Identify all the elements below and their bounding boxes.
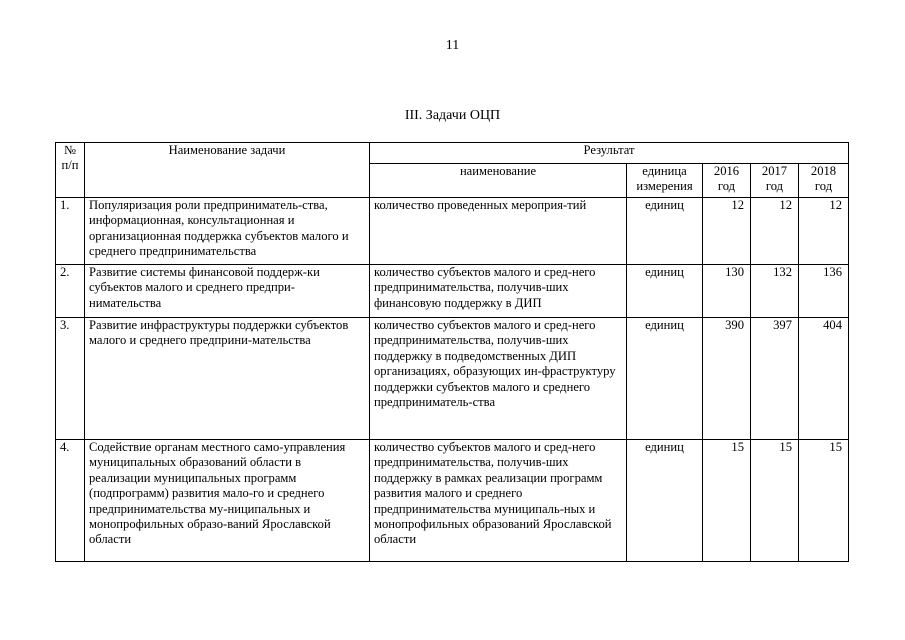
row-number: 2.: [56, 265, 85, 318]
table-row: [56, 265, 849, 318]
value-2017: 132: [751, 265, 799, 318]
header-year-2017: 2017 год: [751, 164, 799, 198]
value-2018: 404: [799, 318, 849, 440]
value-2016: 15: [703, 440, 751, 562]
unit: единиц: [627, 318, 703, 440]
value-2017: 397: [751, 318, 799, 440]
indicator-name: количество проведенных мероприя-тий: [370, 198, 627, 265]
value-2018: 136: [799, 265, 849, 318]
tasks-table: [55, 142, 849, 562]
task-name: Развитие инфраструктуры поддержки субъектов малого и среднего предприни-мательства: [85, 318, 370, 440]
row-number: 1.: [56, 198, 85, 265]
value-2016: 12: [703, 198, 751, 265]
value-2018: 15: [799, 440, 849, 562]
unit: единиц: [627, 440, 703, 562]
header-year-2016: 2016 год: [703, 164, 751, 198]
header-indicator-name: наименование: [370, 164, 627, 198]
value-2017: 12: [751, 198, 799, 265]
task-name: Популяризация роли предприниматель-ства, информационная, консультационная и организационная поддержка субъектов малого и среднего предпринимательства: [85, 198, 370, 265]
indicator-name: количество субъектов малого и сред-него предпринимательства, получив-ших поддержку в рамках реализации программ развития малого и среднего предпринимательства муниципаль-ных и монопрофильных образований Ярославской области: [370, 440, 627, 562]
value-2016: 390: [703, 318, 751, 440]
value-2018: 12: [799, 198, 849, 265]
indicator-name: количество субъектов малого и сред-него предпринимательства, получив-ших поддержку в подведомственных ДИП организациях, образующих ин-фраструктуру поддержки субъектов малого и среднего предприниматель-ства: [370, 318, 627, 440]
section-title: III. Задачи ОЦП: [404, 108, 501, 123]
header-no: № п/п: [56, 143, 85, 198]
header-result: Результат: [370, 143, 849, 164]
task-name: Развитие системы финансовой поддерж-ки субъектов малого и среднего предпри-нимательства: [85, 265, 370, 318]
row-number: 3.: [56, 318, 85, 440]
row-number: 4.: [56, 440, 85, 562]
value-2016: 130: [703, 265, 751, 318]
task-name: Содействие органам местного само-управления муниципальных образований области в реализации муниципальных программ (подпрограмм) развития мало-го и среднего предпринимательства му-ниципальных и монопрофильных образо-ваний Ярославской области: [85, 440, 370, 562]
value-2017: 15: [751, 440, 799, 562]
unit: единиц: [627, 265, 703, 318]
header-year-2018: 2018 год: [799, 164, 849, 198]
table-row: [56, 318, 849, 440]
unit: единиц: [627, 198, 703, 265]
page-number: 11: [445, 38, 460, 53]
indicator-name: количество субъектов малого и сред-него предпринимательства, получив-ших финансовую поддержку в ДИП: [370, 265, 627, 318]
table-row: [56, 440, 849, 562]
header-task-name: Наименование задачи: [85, 143, 370, 198]
header-unit: единица измерения: [627, 164, 703, 198]
table-row: [56, 198, 849, 265]
